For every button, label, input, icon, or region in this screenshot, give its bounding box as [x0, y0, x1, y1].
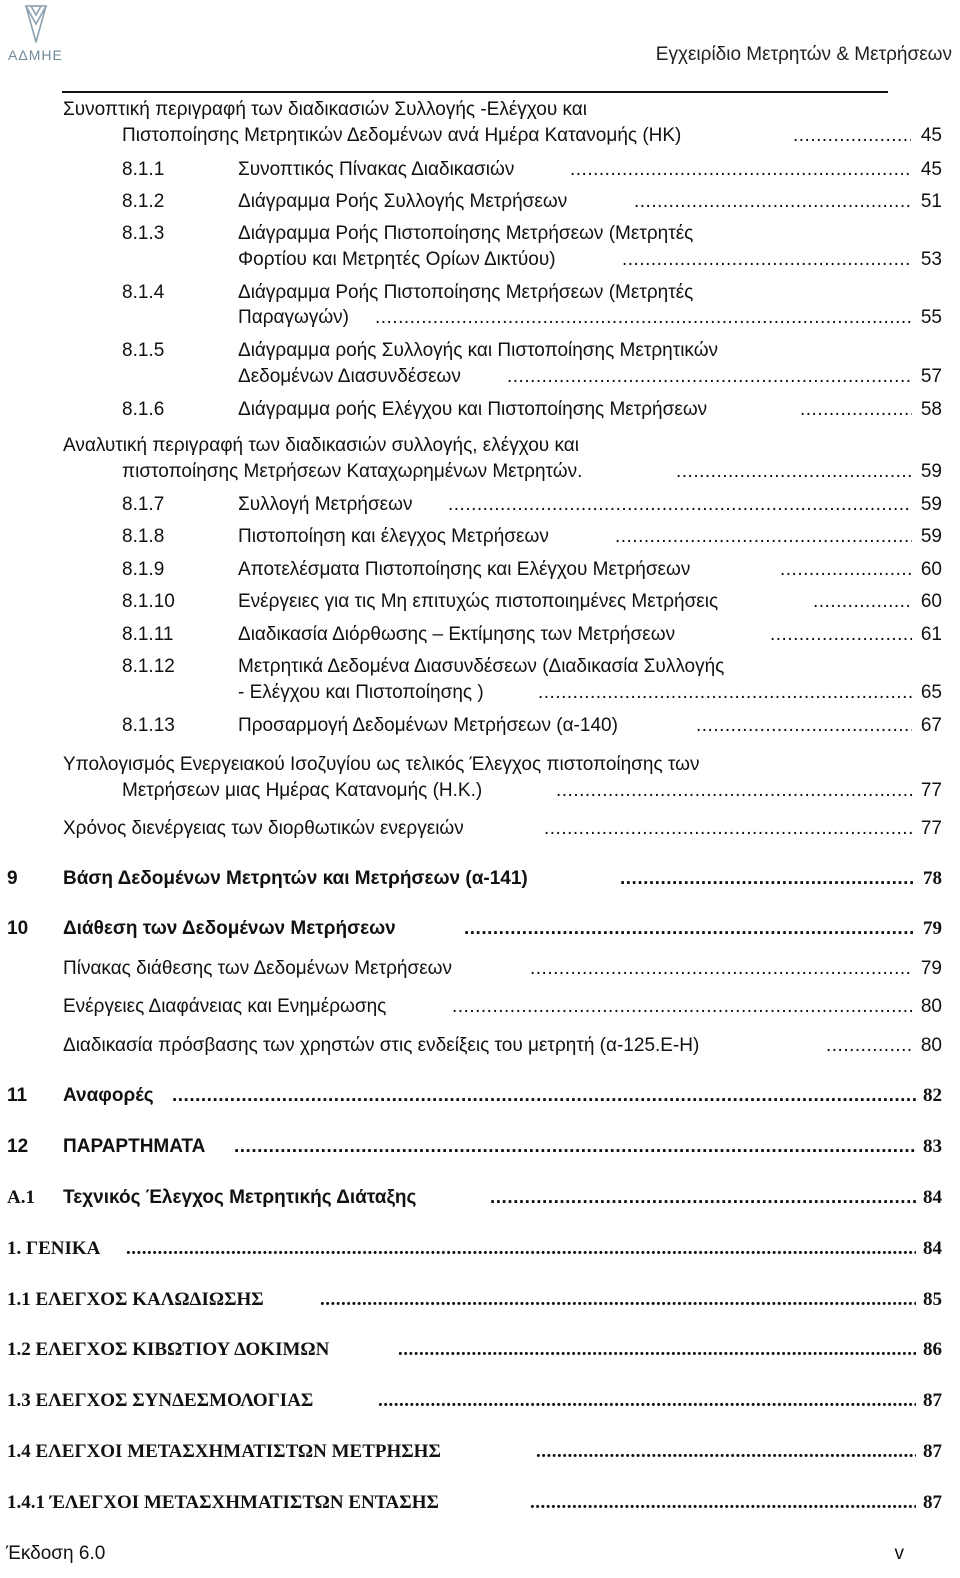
- entry-title: Διάγραμμα Ροής Συλλογής Μετρήσεων: [238, 191, 568, 212]
- leader-dots: [826, 1033, 912, 1058]
- footer-page-number: v: [894, 1543, 904, 1564]
- page-number: 78: [923, 868, 942, 889]
- page-number: 55: [920, 307, 942, 328]
- chapter-title: Βάση Δεδομένων Μετρητών και Μετρήσεων (α-141): [63, 868, 528, 889]
- page-number: 45: [920, 159, 942, 180]
- leader-dots: [320, 1287, 916, 1312]
- page-number: 77: [920, 818, 942, 839]
- leader-dots: [780, 557, 912, 582]
- leader-dots: [538, 680, 912, 705]
- leader-dots: [126, 1236, 916, 1261]
- entry-number: 8.1.2: [122, 191, 165, 212]
- chapter-title: Διάθεση των Δεδομένων Μετρήσεων: [63, 918, 396, 939]
- leader-dots: [234, 1134, 916, 1159]
- leader-dots: [696, 713, 912, 738]
- entry-number: 8.1.4: [122, 282, 165, 303]
- page-number: 59: [920, 494, 942, 515]
- leader-dots: [464, 916, 916, 941]
- chapter-title: 1. ΓΕΝΙΚΑ: [7, 1238, 101, 1259]
- chapter-title: 1.1 ΕΛΕΓΧΟΣ ΚΑΛΩΔΙΩΣΗΣ: [7, 1289, 264, 1310]
- page-number: 83: [923, 1136, 942, 1157]
- leader-dots: [378, 1388, 916, 1413]
- page-number: 77: [920, 780, 942, 801]
- page-number: 85: [923, 1289, 942, 1310]
- chapter-title: Τεχνικός Έλεγχος Μετρητικής Διάταξης: [63, 1187, 417, 1208]
- page-number: 67: [920, 715, 942, 736]
- entry-title: Προσαρμογή Δεδομένων Μετρήσεων (α-140): [238, 715, 618, 736]
- page-number: 79: [923, 918, 942, 939]
- entry-number: 8.1.7: [122, 494, 165, 515]
- entry-title: Αποτελέσματα Πιστοποίησης και Ελέγχου Μετρήσεων: [238, 559, 691, 580]
- leader-dots: [634, 189, 912, 214]
- leader-dots: [530, 1490, 916, 1515]
- entry-title: Διάγραμμα ροής Συλλογής και Πιστοποίησης Μετρητικών: [238, 340, 719, 361]
- page-number: 86: [923, 1339, 942, 1360]
- entry-title: Διάγραμμα Ροής Πιστοποίησης Μετρήσεων (Μετρητές: [238, 282, 694, 303]
- header-rule: [62, 91, 888, 93]
- entry-title: Διάγραμμα ροής Ελέγχου και Πιστοποίησης Μετρήσεων: [238, 399, 708, 420]
- page-number: 87: [923, 1390, 942, 1411]
- document-title: Εγχειρίδιο Μετρητών & Μετρήσεων: [655, 44, 952, 65]
- chapter-number: A.1: [7, 1187, 35, 1208]
- chapter-title: 1.4.1 ΈΛΕΓΧΟΙ ΜΕΤΑΣΧΗΜΑΤΙΣΤΩΝ ΕΝΤΑΣΗΣ: [7, 1492, 439, 1513]
- page-number: 61: [920, 624, 942, 645]
- leader-dots: [530, 956, 912, 981]
- page-number: 53: [920, 249, 942, 270]
- entry-title: Ενέργειες για τις Μη επιτυχώς πιστοποιημένες Μετρήσεις: [238, 591, 719, 612]
- leader-dots: [770, 622, 912, 647]
- leader-dots: [507, 364, 912, 389]
- entry-title: Ενέργειες Διαφάνειας και Ενημέρωσης: [63, 996, 387, 1017]
- leader-dots: [490, 1185, 916, 1210]
- entry-title: Πίνακας διάθεσης των Δεδομένων Μετρήσεων: [63, 958, 453, 979]
- page-number: 82: [923, 1085, 942, 1106]
- chapter-number: 9: [7, 868, 18, 889]
- leader-dots: [800, 397, 912, 422]
- entry-number: 8.1.5: [122, 340, 165, 361]
- page-number: 60: [920, 559, 942, 580]
- leader-dots: [676, 459, 912, 484]
- page-number: 59: [920, 461, 942, 482]
- chapter-number: 10: [7, 918, 29, 939]
- entry-title: Διαδικασία Διόρθωσης – Εκτίμησης των Μετρήσεων: [238, 624, 676, 645]
- logo-text: ΑΔΜΗΕ: [8, 47, 63, 63]
- leader-dots: [375, 305, 912, 330]
- leader-dots: [622, 247, 912, 272]
- entry-number: 8.1.10: [122, 591, 175, 612]
- chapter-title: 1.3 ΕΛΕΓΧΟΣ ΣΥΝΔΕΣΜΟΛΟΓΙΑΣ: [7, 1390, 314, 1411]
- entry-title: Διάγραμμα Ροής Πιστοποίησης Μετρήσεων (Μετρητές: [238, 223, 694, 244]
- edition-label: Έκδοση 6.0: [6, 1543, 106, 1564]
- page-number: 87: [923, 1441, 942, 1462]
- chapter-number: 12: [7, 1136, 29, 1157]
- leader-dots: [398, 1337, 916, 1362]
- leader-dots: [556, 778, 912, 803]
- leader-dots: [793, 123, 911, 148]
- leader-dots: [620, 866, 916, 891]
- entry-number: 8.1.11: [122, 624, 174, 645]
- chapter-title: ΠΑΡΑΡΤΗΜΑΤΑ: [63, 1136, 206, 1157]
- page-number: 80: [920, 996, 942, 1017]
- entry-number: 8.1.8: [122, 526, 165, 547]
- chapter-number: 11: [7, 1085, 28, 1106]
- page-number: 84: [923, 1187, 942, 1208]
- page-number: 45: [920, 125, 942, 146]
- page-number: 57: [920, 366, 942, 387]
- entry-number: 8.1.6: [122, 399, 165, 420]
- leader-dots: [544, 816, 912, 841]
- leader-dots: [448, 492, 912, 517]
- page-number: 60: [920, 591, 942, 612]
- entry-title: Συνοπτικός Πίνακας Διαδικασιών: [238, 159, 515, 180]
- entry-number: 8.1.1: [122, 159, 165, 180]
- leader-dots: [570, 157, 912, 182]
- leader-dots: [615, 524, 912, 549]
- page-number: 80: [920, 1035, 942, 1056]
- entry-number: 8.1.3: [122, 223, 165, 244]
- entry-title: Διαδικασία πρόσβασης των χρηστών στις ενδείξεις του μετρητή (α-125.Ε-Η): [63, 1035, 700, 1056]
- page-number: 65: [920, 682, 942, 703]
- entry-title: Χρόνος διενέργειας των διορθωτικών ενεργειών: [63, 818, 464, 839]
- leader-dots: [536, 1439, 916, 1464]
- chapter-title: 1.2 ΕΛΕΓΧΟΣ ΚΙΒΩΤΙΟΥ ΔΟΚΙΜΩΝ: [7, 1339, 330, 1360]
- page-number: 51: [920, 191, 942, 212]
- page-number: 58: [920, 399, 942, 420]
- entry-title: Συλλογή Μετρήσεων: [238, 494, 413, 515]
- page-number: 84: [923, 1238, 942, 1259]
- page-number: 79: [920, 958, 942, 979]
- entry-number: 8.1.9: [122, 559, 165, 580]
- page-number: 59: [920, 526, 942, 547]
- chapter-title: 1.4 ΕΛΕΓΧΟΙ ΜΕΤΑΣΧΗΜΑΤΙΣΤΩΝ ΜΕΤΡΗΣΗΣ: [7, 1441, 441, 1462]
- entry-title: Μετρητικά Δεδομένα Διασυνδέσεων (Διαδικασία Συλλογής: [238, 656, 725, 677]
- leader-dots: [452, 994, 912, 1019]
- page-number: 87: [923, 1492, 942, 1513]
- chapter-title: Αναφορές: [63, 1085, 154, 1106]
- leader-dots: [172, 1083, 916, 1108]
- entry-number: 8.1.12: [122, 656, 175, 677]
- leader-dots: [813, 589, 912, 614]
- entry-number: 8.1.13: [122, 715, 175, 736]
- entry-title: Πιστοποίηση και έλεγχος Μετρήσεων: [238, 526, 549, 547]
